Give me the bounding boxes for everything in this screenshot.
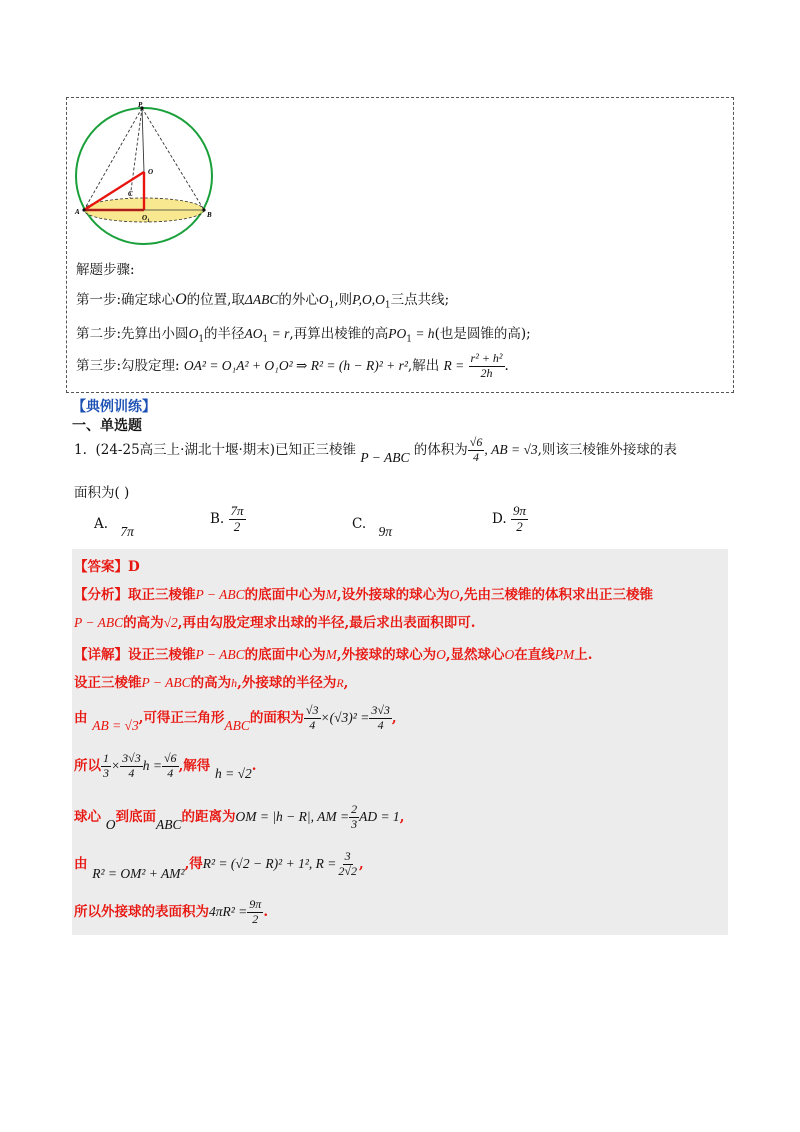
analysis-line-2: P − ABC的高为√2,再由勾股定理求出球的半径,最后求出表面积即可. — [74, 615, 476, 631]
question-line-1: 1. (24-25高三上·湖北十堰·期末)已知正三棱锥 P − ABC 的体积为 $\frac{√6}{4}$ , AB = √3,则该三棱锥外接球的表 — [74, 435, 677, 465]
label-o: O — [148, 168, 154, 176]
point-a — [82, 208, 85, 211]
label-p: P — [138, 101, 143, 109]
edge-pa — [84, 108, 142, 210]
steps-title: 解题步骤: — [76, 262, 135, 278]
step-1: 第一步:确定球心O的位置,取ΔABC的外心$O_1$,则$P,O,O_1$三点共线; — [76, 291, 450, 311]
detail-line-3: 由 AB = √3,可得正三角形ABC的面积为 $\frac{√3}{4}$ ×(√3)² = $\frac{3√3}{4}$ , — [74, 703, 397, 733]
option-b[interactable]: B. $\frac{7\pi}{2}$ — [210, 503, 244, 534]
section-title: 一、单选题 — [72, 418, 142, 434]
detail-line-2: 设正三棱锥P − ABC的高为h,外接球的半径为R, — [74, 675, 349, 691]
line-po — [142, 108, 144, 172]
detail-line-1: 【详解】设正三棱锥P − ABC的底面中心为M,外接球的球心为O,显然球心O在直线PM上. — [74, 647, 593, 663]
detail-line-5: 球心 O到底面ABC的距离为OM = |h − R|, AM = $\frac{2}{3}$ AD = 1, — [74, 802, 405, 832]
label-b: B — [207, 211, 212, 219]
step-3: 第三步:勾股定理: OA² = O₁A² + O₁O² ⇒ R² = (h − R)² + r²,解出 R = $\frac{\text{r² + h²}}{2h}$ . — [76, 351, 509, 380]
question-line-2: 面积为( ) — [74, 485, 130, 501]
detail-line-6: 由 R² = OM² + AM²,得R² = (√2 − R)² + 1², R = $\frac{3}{2√2}$ , — [74, 849, 364, 881]
edge-pb — [142, 108, 204, 210]
option-c[interactable]: C. 9π — [352, 516, 392, 539]
answer-line: 【答案】D — [74, 559, 140, 575]
point-b — [202, 208, 205, 211]
section-header: 【典例训练】 — [72, 399, 156, 415]
label-a: A — [75, 208, 80, 216]
analysis-line-1: 【分析】取正三棱锥P − ABC的底面中心为M,设外接球的球心为O,先由三棱锥的体积求出正三棱锥 — [74, 587, 654, 603]
detail-line-7: 所以外接球的表面积为4πR² = $\frac{9\pi}{2}$ . — [74, 897, 269, 926]
detail-line-4: 所以 $\frac{1}{3}$ × $\frac{3√3}{4}$ h = $\frac{√6}{4}$ ,解得 h = √2. — [74, 751, 257, 781]
sphere-cone-figure — [72, 100, 222, 250]
edge-pc — [130, 108, 142, 198]
option-a[interactable]: A. 7π — [94, 516, 134, 539]
option-d[interactable]: D. $\frac{9\pi}{2}$ — [492, 503, 526, 534]
step-2: 第二步:先算出小圆$O_1$的半径$AO_1 = r$,再算出棱锥的高$PO_1 = h$(也是圆锥的高); — [76, 326, 531, 345]
label-c: C — [128, 190, 133, 198]
label-o1: $O_1$ — [142, 214, 150, 224]
